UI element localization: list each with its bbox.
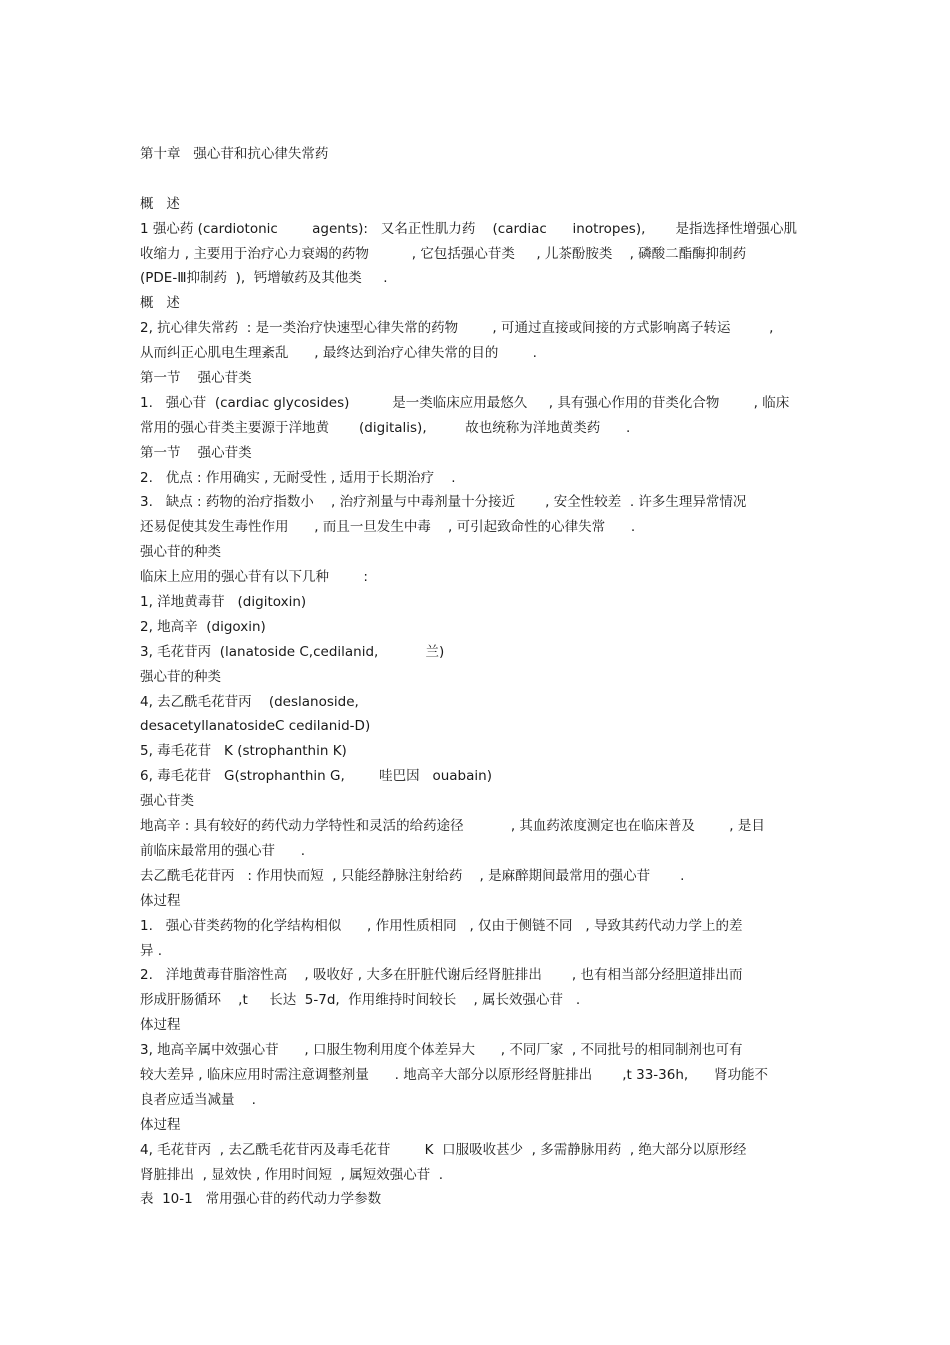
text-line: 收缩力 , 主要用于治疗心力衰竭的药物 , 它包括强心苷类 , 儿茶酚胺类 , 磷酸二酯酶抑制药 xyxy=(140,245,747,262)
chapter-title: 第十章 强心苷和抗心律失常药 xyxy=(140,146,329,162)
text-line: 前临床最常用的强心苷 . xyxy=(140,842,306,859)
text-line: 1. 强心苷 (cardiac glycosides) 是一类临床应用最悠久 , 具有强心作用的苷类化合物 , 临床 xyxy=(140,394,790,411)
text-line: (PDE-Ⅲ抑制药 ), 钙增敏药及其他类 . xyxy=(140,270,388,287)
text-line: 强心苷类 xyxy=(140,793,194,810)
text-line: 较大差异 , 临床应用时需注意调整剂量 . 地高辛大部分以原形经肾脏排出 ,t 33-36h, 肾功能不 xyxy=(140,1066,768,1083)
text-line: 1 强心药 (cardiotonic agents): 又名正性肌力药 (cardiac inotropes), 是指选择性增强心肌 xyxy=(140,220,797,237)
text-line: 2, 地高辛 (digoxin) xyxy=(140,618,266,635)
text-line: 体过程 xyxy=(140,892,181,909)
text-line: 4, 毛花苷丙 , 去乙酰毛花苷丙及毒毛花苷 K 口服吸收甚少 , 多需静脉用药 , 绝大部分以原形经 xyxy=(140,1141,747,1158)
text-line: 1. 强心苷类药物的化学结构相似 , 作用性质相同 , 仅由于侧链不同 , 导致其药代动力学上的差 xyxy=(140,917,743,934)
text-line: 2. 优点 : 作用确实 , 无耐受性 , 适用于长期治疗 . xyxy=(140,469,456,486)
document-body xyxy=(140,142,820,1212)
text-line: 第一节 强心苷类 xyxy=(140,370,252,387)
text-line: 从而纠正心肌电生理紊乱 , 最终达到治疗心律失常的目的 . xyxy=(140,345,537,362)
text-line: 3, 毛花苷丙 (lanatoside C,cedilanid, 兰) xyxy=(140,643,445,660)
text-line: 良者应适当减量 . xyxy=(140,1091,256,1108)
text-line: 肾脏排出 , 显效快 , 作用时间短 , 属短效强心苷 . xyxy=(140,1166,444,1183)
text-line: 3. 缺点 : 药物的治疗指数小 , 治疗剂量与中毒剂量十分接近 , 安全性较差 . 许多生理异常情况 xyxy=(140,494,747,511)
text-line: 临床上应用的强心苷有以下几种 : xyxy=(140,569,368,586)
text-line: 体过程 xyxy=(140,1017,181,1034)
text-line: 2. 洋地黄毒苷脂溶性高 , 吸收好 , 大多在肝脏代谢后经肾脏排出 , 也有相当部分经胆道排出而 xyxy=(140,967,743,984)
text-line: 2, 抗心律失常药 : 是一类治疗快速型心律失常的药物 , 可通过直接或间接的方式影响离子转运 , xyxy=(140,320,774,337)
text-line: 形成肝肠循环 ,t 长达 5-7d, 作用维持时间较长 , 属长效强心苷 . xyxy=(140,992,581,1009)
text-line: 强心苷的种类 xyxy=(140,668,221,685)
text-line: 体过程 xyxy=(140,1116,181,1133)
text-line: 常用的强心苷类主要源于洋地黄 (digitalis), 故也统称为洋地黄类药 . xyxy=(140,419,631,436)
text-line: 去乙酰毛花苷丙 : 作用快而短 , 只能经静脉注射给药 , 是麻醉期间最常用的强心苷 . xyxy=(140,867,685,884)
text-line: 5, 毒毛花苷 K (strophanthin K) xyxy=(140,743,347,760)
text-line: 4, 去乙酰毛花苷丙 (deslanoside, xyxy=(140,693,359,710)
text-line: 第一节 强心苷类 xyxy=(140,444,252,461)
text-line: 概 述 xyxy=(140,295,180,312)
text-line: 3, 地高辛属中效强心苷 , 口服生物利用度个体差异大 , 不同厂家 , 不同批号的相同制剂也可有 xyxy=(140,1042,743,1059)
text-line: 还易促使其发生毒性作用 , 而且一旦发生中毒 , 可引起致命性的心律失常 . xyxy=(140,519,636,536)
text-line: 1, 洋地黄毒苷 (digitoxin) xyxy=(140,594,307,611)
spacer xyxy=(140,167,820,192)
text-line: 6, 毒毛花苷 G(strophanthin G, 哇巴因 ouabain) xyxy=(140,768,492,785)
text-line: 异 . xyxy=(140,942,163,959)
text-lines xyxy=(140,192,820,1213)
text-line: 强心苷的种类 xyxy=(140,544,221,561)
text-line: desacetyllanatosideC cedilanid-D) xyxy=(140,718,371,735)
text-line: 地高辛 : 具有较好的药代动力学特性和灵活的给药途径 , 其血药浓度测定也在临床普及 , 是目 xyxy=(140,818,765,835)
text-line: 表 10-1 常用强心苷的药代动力学参数 xyxy=(140,1191,382,1208)
text-line: 概 述 xyxy=(140,195,180,212)
